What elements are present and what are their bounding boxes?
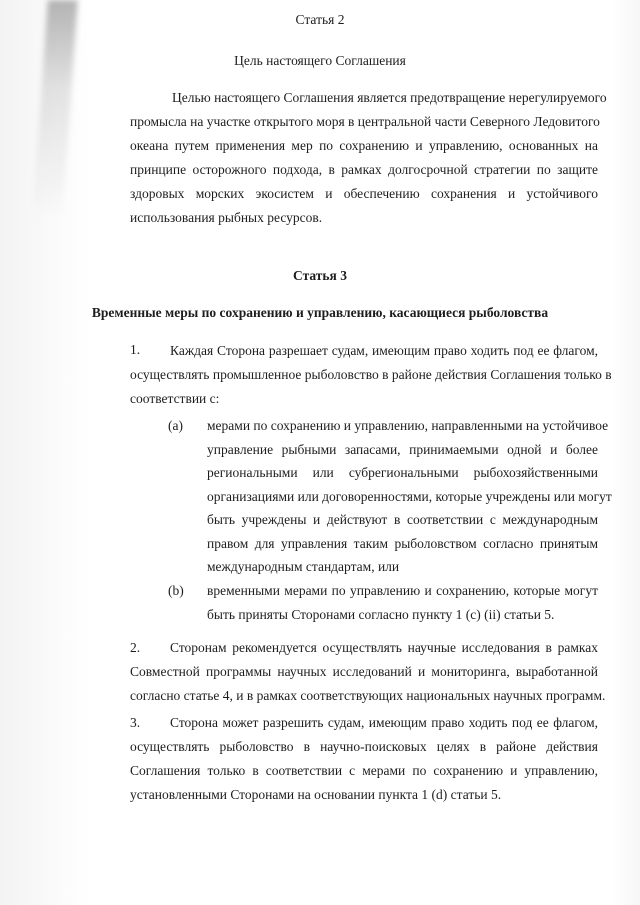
text-line: Целью настоящего Соглашения является предотвращение нерегулируемого bbox=[172, 90, 607, 105]
text-line: установленными Сторонами на основании пункта 1 (d) статьи 5. bbox=[130, 787, 502, 802]
text-line: быть учреждены и действуют в соответствии с международным bbox=[207, 512, 598, 527]
article-2-title: Цель настоящего Соглашения bbox=[234, 53, 406, 68]
text-line: мерами по сохранению и управлению, направленными на устойчивое bbox=[207, 418, 609, 433]
text-line: Сторона может разрешить судам, имеющим право ходить под ее флагом, bbox=[170, 715, 598, 730]
text-line: использования рыбных ресурсов. bbox=[130, 210, 323, 225]
text-line: согласно статье 4, и в рамках соответствующих национальных научных программ. bbox=[130, 688, 606, 703]
scan-shadow bbox=[32, 0, 77, 220]
subitem-b-marker: (b) bbox=[168, 583, 184, 598]
text-line: управление рыбными запасами, принимаемыми одной и более bbox=[207, 441, 598, 457]
text-line: соответствии с: bbox=[130, 391, 220, 406]
text-line: быть приняты Сторонами согласно пункту 1 (с) (ii) статьи 5. bbox=[207, 606, 555, 622]
text-line: Сторонам рекомендуется осуществлять научные исследования в рамках bbox=[170, 640, 598, 655]
article-3-heading: Статья 3 bbox=[293, 268, 347, 283]
article-2-heading: Статья 2 bbox=[295, 12, 345, 27]
text-line: Соглашения только в соответствии с мерами по сохранению и управлению, bbox=[130, 763, 598, 778]
text-line: осуществлять рыболовство в научно-поисковых целях в районе действия bbox=[130, 739, 598, 754]
text-line: здоровых морских экосистем и обеспечению сохранения и устойчивого bbox=[130, 186, 598, 201]
paragraph-1-number: 1. bbox=[130, 342, 141, 357]
paragraph-3-text bbox=[130, 711, 598, 807]
text-line: региональными или субрегиональными рыбохозяйственными bbox=[207, 465, 598, 480]
text-line: Каждая Сторона разрешает судам, имеющим право ходить под ее флагом, bbox=[170, 343, 598, 358]
text-line: временными мерами по управлению и сохранению, которые могут bbox=[207, 583, 598, 598]
text-line: организациями или договоренностями, которые учреждены или могут bbox=[207, 488, 612, 504]
text-line: Совместной программы научных исследований и мониторинга, выработанной bbox=[130, 664, 598, 679]
text-line: осуществлять промышленное рыболовство в районе действия Соглашения только в bbox=[130, 367, 612, 382]
paragraph-2-number: 2. bbox=[130, 640, 141, 655]
text-line: правом для управления таким рыболовством согласно принятым bbox=[207, 535, 598, 551]
subitem-b-text bbox=[207, 579, 598, 626]
text-line: океана путем применения мер по сохранению и управлению, основанных на bbox=[130, 138, 598, 153]
text-line: промысла на участке открытого моря в центральной части Северного Ледовитого bbox=[130, 114, 600, 129]
article-3-title: Временные меры по сохранению и управлению, касающиеся рыболовства bbox=[91, 305, 549, 320]
text-line: принципе осторожного подхода, в рамках долгосрочной стратегии по защите bbox=[130, 162, 598, 177]
article-2-text bbox=[130, 86, 607, 230]
text-line: международным стандартам, или bbox=[207, 559, 400, 574]
subitem-a-marker: (a) bbox=[168, 418, 183, 433]
paragraph-1-text bbox=[130, 339, 612, 411]
paragraph-3-number: 3. bbox=[130, 715, 141, 730]
subitem-a-text bbox=[207, 414, 612, 579]
paragraph-2-text bbox=[130, 636, 606, 708]
